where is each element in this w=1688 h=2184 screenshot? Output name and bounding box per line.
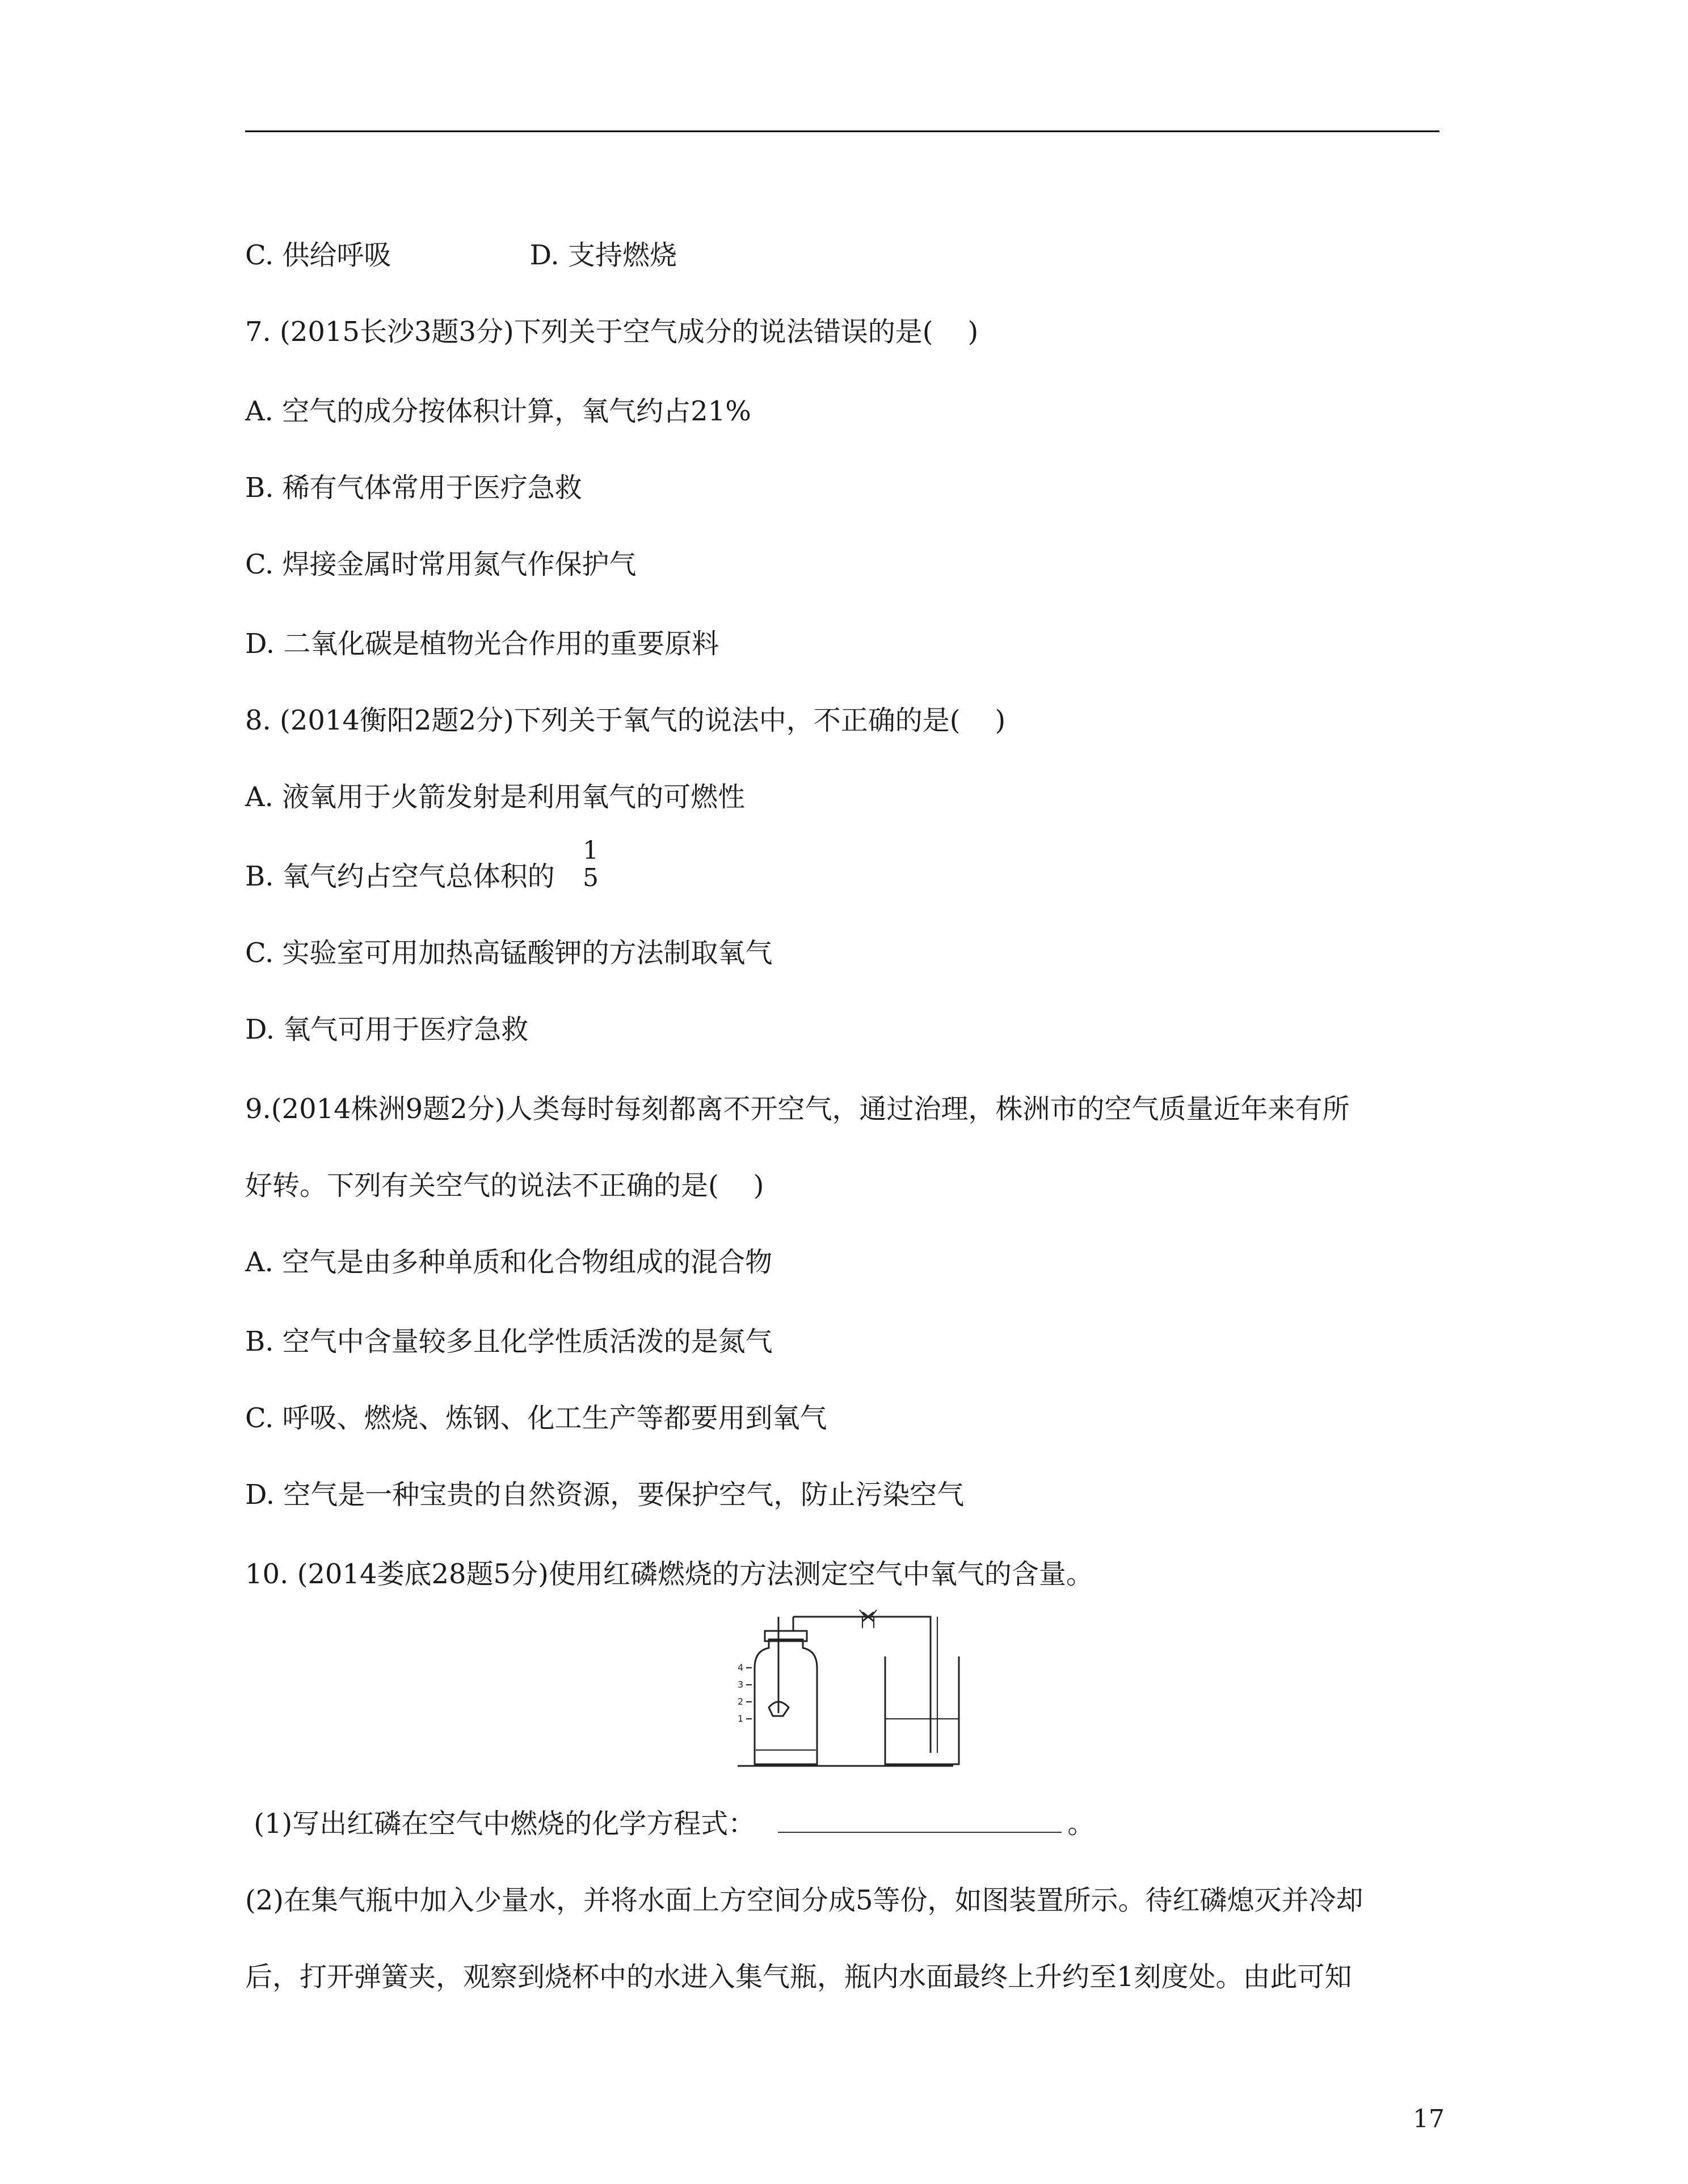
q9-option-c: C. 呼吸、燃烧、炼钢、化工生产等都要用到氧气: [245, 1402, 827, 1434]
q8-option-d: D. 氧气可用于医疗急救: [245, 1014, 529, 1045]
question-8: 8. (2014衡阳2题2分)下列关于氧气的说法中，不正确的是( ): [245, 705, 1006, 736]
option-c-d-line: C. 供给呼吸 D. 支持燃烧: [245, 239, 677, 271]
q10-part1-end: 。: [1067, 1808, 1095, 1840]
fraction-numerator: 1: [583, 836, 599, 865]
scale-label-4: 4: [738, 1662, 744, 1673]
scale-label-3: 3: [738, 1679, 744, 1690]
q7-option-b: B. 稀有气体常用于医疗急救: [245, 472, 582, 504]
q10-part1-text: (1)写出红磷在空气中燃烧的化学方程式：: [245, 1808, 756, 1840]
q7-option-d: D. 二氧化碳是植物光合作用的重要原料: [245, 628, 719, 660]
q10-part2-line2: 后，打开弹簧夹，观察到烧杯中的水进入集气瓶，瓶内水面最终上升约至1刻度处。由此可知: [245, 1961, 1352, 1993]
q10-part1: [245, 1807, 1095, 1841]
q8-option-a: A. 液氧用于火箭发射是利用氧气的可燃性: [245, 781, 746, 813]
q9-option-a: A. 空气是由多种单质和化合物组成的混合物: [245, 1246, 773, 1278]
q9-option-d: D. 空气是一种宝贵的自然资源，要保护空气，防止污染空气: [245, 1479, 965, 1511]
q7-option-a: A. 空气的成分按体积计算，氧气约占21%: [245, 395, 751, 427]
header-rule: [245, 130, 1439, 132]
scale-label-1: 1: [738, 1713, 744, 1724]
apparatus-diagram: [726, 1605, 965, 1776]
fraction-denominator: 5: [583, 863, 599, 892]
gas-jar: [755, 1639, 817, 1764]
scale-label-2: 2: [738, 1696, 744, 1707]
answer-blank[interactable]: [778, 1807, 1062, 1833]
connecting-tube: [793, 1617, 931, 1753]
beaker: [885, 1656, 959, 1764]
question-10: 10. (2014娄底28题5分)使用红磷燃烧的方法测定空气中氧气的含量。: [245, 1558, 1093, 1590]
question-9-line2: 好转。下列有关空气的说法不正确的是( ): [245, 1170, 764, 1201]
page-number: 17: [1413, 2105, 1445, 2134]
question-9-line1: 9.(2014株洲9题2分)人类每时每刻都离不开空气，通过治理，株洲市的空气质量近年来有所: [245, 1093, 1350, 1125]
q7-option-c: C. 焊接金属时常用氮气作保护气: [245, 549, 637, 580]
question-7: 7. (2015长沙3题3分)下列关于空气成分的说法错误的是( ): [245, 316, 979, 348]
q8-option-b: B. 氧气约占空气总体积的: [245, 861, 555, 892]
q10-part2-line1: (2)在集气瓶中加入少量水，并将水面上方空间分成5等份，如图装置所示。待红磷熄灭并冷却: [245, 1884, 1363, 1916]
q8-option-c: C. 实验室可用加热高锰酸钾的方法制取氧气: [245, 937, 773, 969]
q9-option-b: B. 空气中含量较多且化学性质活泼的是氮气: [245, 1326, 773, 1357]
